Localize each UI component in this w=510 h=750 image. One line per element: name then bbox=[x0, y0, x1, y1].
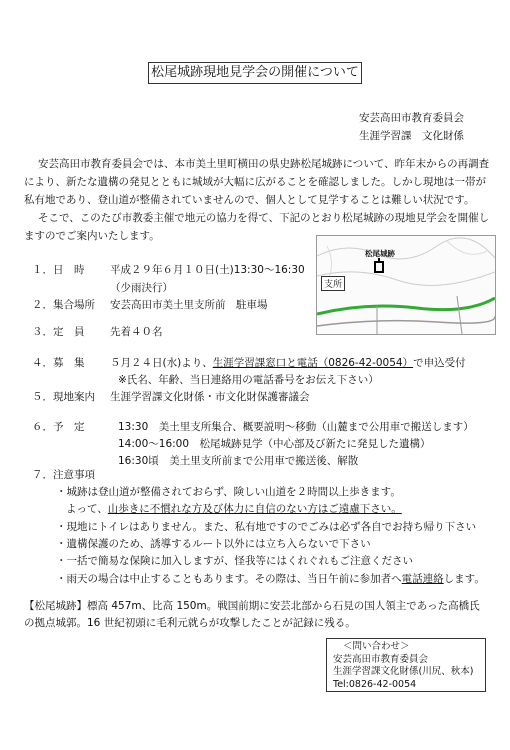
capacity-value: 先着４０名 bbox=[110, 326, 163, 338]
organization: 安芸高田市教育委員会 bbox=[359, 112, 464, 124]
note-item: ・城跡は登山道が整備されておらず、険しい山道を２時間以上歩きます。 bbox=[56, 486, 401, 498]
date-value: 平成２９年６月１０日(土)13:30～16:30 bbox=[110, 264, 305, 276]
note-prefix: よって、 bbox=[66, 503, 108, 515]
intro-paragraph bbox=[24, 155, 494, 245]
plan-item: 13:30 美土里支所集合、概要説明～移動（山麓まで公用車で搬送します） bbox=[118, 421, 474, 433]
map-branch-label: 支所 bbox=[321, 276, 345, 291]
recruit-end: で申込受付 bbox=[413, 357, 466, 369]
contact-dept: 生涯学習課文化財係(川尻、秋本) bbox=[333, 666, 474, 677]
date-label: １．日 時 bbox=[32, 264, 85, 276]
department: 生涯学習課 文化財係 bbox=[359, 130, 464, 142]
capacity-label: ３．定 員 bbox=[32, 326, 85, 338]
guide-value: 生涯学習課文化財係・市文化財保護審議会 bbox=[110, 391, 310, 403]
castle-description: 【松尾城跡】標高 457m、比高 150m。戦国前期に安芸北部から石見の国人領主であった高橋氏 bbox=[24, 600, 480, 612]
note-item bbox=[66, 501, 402, 516]
intro-line: 私有地であり、登山道が整備されていませんので、個人として見学することは難しい状況です。 bbox=[24, 194, 475, 206]
location-map bbox=[316, 235, 496, 335]
intro-line: そこで、このたび市教委主催で地元の協力を得て、下記のとおり松尾城跡の現地見学会を開催し bbox=[38, 212, 490, 224]
plan-label: ６．予 定 bbox=[32, 421, 85, 433]
notes-label: ７．注意事項 bbox=[32, 469, 95, 481]
note-underlined: 電話連絡 bbox=[401, 573, 444, 585]
page-title: 松尾城跡現地見学会の開催について bbox=[148, 62, 362, 84]
intro-line: ますのでご案内いたします。 bbox=[24, 230, 160, 242]
recruit-start: ５月２４日(水)より、 bbox=[110, 357, 213, 369]
contact-tel: Tel:0826-42-0054 bbox=[333, 678, 417, 690]
plan-item: 16:30頃 美土里支所前まで公用車で搬送後、解散 bbox=[118, 455, 359, 467]
note-item: ・現地にトイレはありません。また、私有地ですのでごみは必ず各自でお持ち帰り下さい bbox=[56, 521, 477, 533]
guide-label: ５．現地案内 bbox=[32, 391, 95, 403]
contact-org: 安芸高田市教育委員会 bbox=[333, 653, 429, 665]
note-text: ・雨天の場合は中止することもあります。その際は、当日午前に参加者へ bbox=[56, 573, 402, 585]
place-label: ２．集合場所 bbox=[32, 299, 95, 311]
intro-line: 安芸高田市教育委員会では、本市美土里町横田の県史跡松尾城跡について、昨年末からの再調査 bbox=[38, 158, 490, 170]
recruit-value bbox=[110, 355, 466, 370]
note-item: ・遺構保護のため、誘導するルート以外には立ち入らないで下さい bbox=[56, 538, 371, 550]
intro-line: により、新たな遺構の発見とともに城域が大幅に広がることを確認しました。しかし現地は一帯が bbox=[24, 176, 486, 188]
recruit-note: ※氏名、年齢、当日連絡用の電話番号をお伝え下さい） bbox=[118, 374, 379, 386]
note-item: ・一括で簡易な保険に加入しますが、怪我等にはくれぐれもご注意ください bbox=[56, 555, 413, 567]
castle-description: の拠点城郭。16 世紀初頭に毛利元就らが攻撃したことが記録に残る。 bbox=[24, 617, 356, 629]
note-text: します。 bbox=[443, 573, 485, 585]
date-note: （少雨決行） bbox=[110, 282, 173, 294]
note-item bbox=[56, 571, 485, 586]
recruit-label: ４．募 集 bbox=[32, 357, 85, 369]
contact-box bbox=[326, 638, 486, 692]
plan-item: 14:00～16:00 松尾城跡見学（中心部及び新たに発見した遺構） bbox=[118, 438, 431, 450]
map-castle-label: 松尾城跡 bbox=[365, 249, 395, 258]
contact-heading: ＜問い合わせ＞ bbox=[343, 641, 410, 652]
note-underlined: 山歩きに不慣れな方及び体力に自信のない方はご遠慮下さい。 bbox=[107, 503, 402, 515]
place-value: 安芸高田市美土里支所前 駐車場 bbox=[110, 299, 268, 311]
recruit-contact: 生涯学習課窓口と電話（0826-42-0054） bbox=[212, 357, 414, 369]
